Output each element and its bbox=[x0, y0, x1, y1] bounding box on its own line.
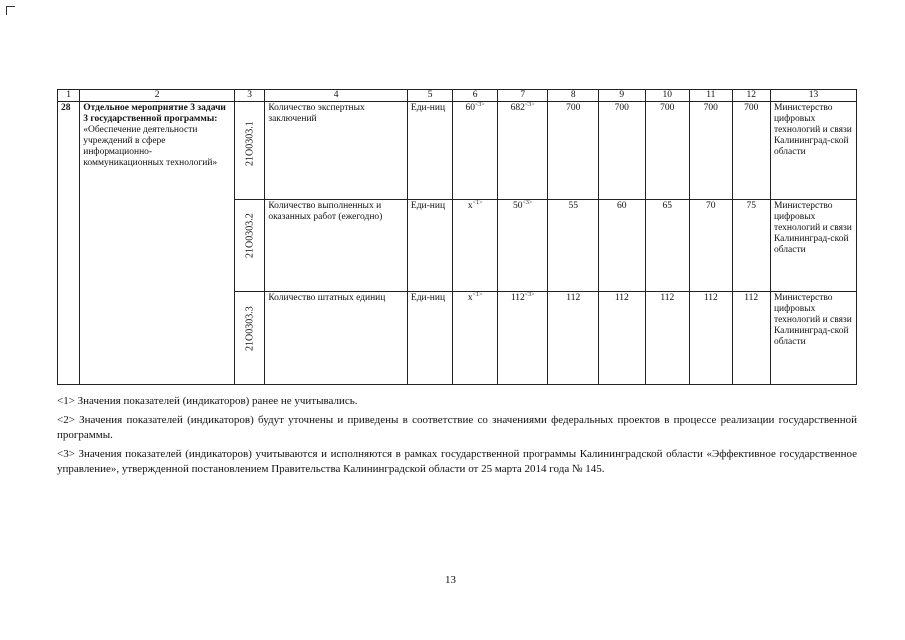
unit-cell: Еди-ниц bbox=[407, 102, 453, 200]
code-cell bbox=[234, 102, 264, 200]
value-col6: х bbox=[467, 201, 473, 211]
table-row bbox=[58, 102, 857, 200]
header-cell-2: 2 bbox=[80, 90, 235, 102]
value-col10: 112 bbox=[645, 292, 690, 385]
code-cell bbox=[234, 292, 264, 385]
value-col9: 60 bbox=[599, 200, 646, 292]
value-col10: 65 bbox=[645, 200, 690, 292]
event-title-rest: «Обеспечение деятельности учреждений в сфере информационно-коммуникационных технологий» bbox=[83, 125, 218, 168]
value-col8: 112 bbox=[548, 292, 599, 385]
indicator-code: 21O0303.1 bbox=[244, 121, 256, 166]
value-col12: 112 bbox=[732, 292, 770, 385]
footnote-1: <1> Значения показателей (индикаторов) ранее не учитывались. bbox=[57, 395, 358, 407]
footnote-3: <3> Значения показателей (индикаторов) учитываются и исполняются в рамках государственной программы Калининградской области «Эффективное государственное управление», утвержденной постановлением Правительства Калининградской области от 25 марта 2014 года № 145. bbox=[57, 447, 857, 475]
header-cell-9: 9 bbox=[599, 90, 646, 102]
footnote-ref: <1> bbox=[472, 199, 483, 206]
unit-cell: Еди-ниц bbox=[407, 292, 453, 385]
indicator-code: 21O0303.2 bbox=[244, 213, 256, 258]
value-col7-cell bbox=[497, 200, 548, 292]
header-cell-10: 10 bbox=[645, 90, 690, 102]
value-col8: 700 bbox=[548, 102, 599, 200]
value-col6-cell bbox=[453, 102, 498, 200]
value-col7: 112 bbox=[510, 293, 525, 303]
scan-corner-mark bbox=[6, 6, 15, 15]
value-col10: 700 bbox=[645, 102, 690, 200]
event-title-bold: Отдельное мероприятие 3 задачи 3 государственной программы: bbox=[83, 103, 226, 124]
executor-cell: Министерство цифровых технологий и связи Калининград-ской области bbox=[770, 200, 856, 292]
indicator-code: 21O0303.3 bbox=[244, 306, 256, 351]
value-col12: 75 bbox=[732, 200, 770, 292]
header-cell-8: 8 bbox=[548, 90, 599, 102]
header-cell-4: 4 bbox=[265, 90, 408, 102]
value-col11: 70 bbox=[690, 200, 732, 292]
unit-cell: Еди-ниц bbox=[407, 200, 453, 292]
header-cell-6: 6 bbox=[453, 90, 498, 102]
value-col11: 700 bbox=[690, 102, 732, 200]
header-cell-7: 7 bbox=[497, 90, 548, 102]
indicator-name-cell: Количество выполненных и оказанных работ (ежегодно) bbox=[265, 200, 408, 292]
indicator-name-cell: Количество штатных единиц bbox=[265, 292, 408, 385]
footnote-ref: <3> bbox=[522, 199, 533, 206]
executor-cell: Министерство цифровых технологий и связи Калининград-ской области bbox=[770, 292, 856, 385]
value-col9: 112 bbox=[599, 292, 646, 385]
value-col9: 700 bbox=[599, 102, 646, 200]
value-col11: 112 bbox=[690, 292, 732, 385]
footnote-ref: <1> bbox=[472, 291, 483, 298]
event-title-cell bbox=[80, 102, 235, 385]
row-number-cell: 28 bbox=[58, 102, 80, 385]
header-cell-13: 13 bbox=[770, 90, 856, 102]
header-cell-3: 3 bbox=[234, 90, 264, 102]
indicators-table bbox=[57, 89, 857, 385]
value-col7-cell bbox=[497, 292, 548, 385]
footnote-ref: <3> bbox=[524, 101, 535, 108]
value-col7: 50 bbox=[513, 201, 523, 211]
value-col7-cell bbox=[497, 102, 548, 200]
header-row bbox=[58, 90, 857, 102]
footnote-2: <2> Значения показателей (индикаторов) будут уточнены и приведены в соответствие со значениями федеральных проектов в процессе реализации государственной программы. bbox=[57, 413, 857, 441]
footnotes bbox=[57, 394, 857, 481]
header-cell-1: 1 bbox=[58, 90, 80, 102]
indicator-name-cell: Количество экспертных заключений bbox=[265, 102, 408, 200]
page-number: 13 bbox=[445, 574, 456, 586]
value-col6-cell bbox=[453, 292, 498, 385]
header-cell-11: 11 bbox=[690, 90, 732, 102]
value-col6: х bbox=[467, 293, 473, 303]
value-col6: 60 bbox=[465, 103, 476, 113]
footnote-ref: <3> bbox=[475, 101, 485, 108]
value-col12: 700 bbox=[732, 102, 770, 200]
header-cell-12: 12 bbox=[732, 90, 770, 102]
header-cell-5: 5 bbox=[407, 90, 453, 102]
value-col8: 55 bbox=[548, 200, 599, 292]
value-col6-cell bbox=[453, 200, 498, 292]
value-col7: 682 bbox=[510, 103, 525, 113]
executor-cell: Министерство цифровых технологий и связи Калининград-ской области bbox=[770, 102, 856, 200]
footnote-ref: <3> bbox=[524, 291, 535, 298]
code-cell bbox=[234, 200, 264, 292]
